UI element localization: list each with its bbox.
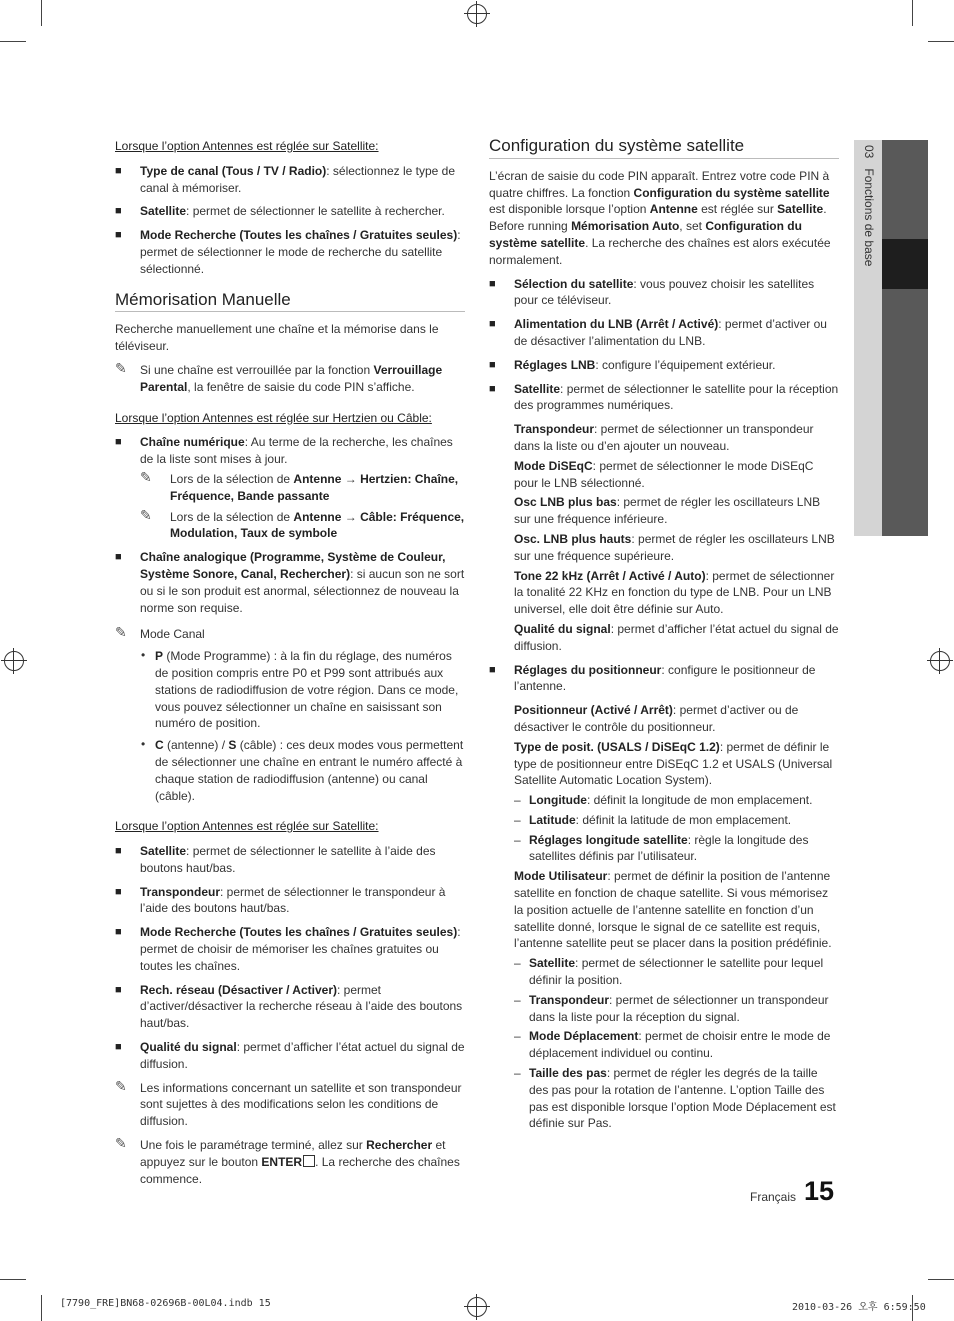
chapter-tab-marker — [882, 239, 928, 289]
crop-mark — [41, 1295, 42, 1321]
list-item: ■ Chaîne analogique (Programme, Système de Couleur, Système Sonore, Canal, Rechercher): si aucun son ne sort ou si le son produit est anormal, sélectionnez de nouveau la norme son requise. — [115, 549, 465, 616]
registration-mark-icon — [467, 4, 487, 24]
right-column — [489, 138, 839, 1135]
dash-item: – Réglages longitude satellite: règle la longitude des satellites définis par l’utilisateur. — [514, 832, 839, 866]
condition-heading: Lorsque l’option Antennes est réglée sur Satellite: — [115, 819, 379, 834]
dash-item: – Mode Déplacement: permet de choisir entre le mode de déplacement individuel ou continu. — [514, 1028, 839, 1062]
registration-mark-icon — [4, 651, 24, 671]
paragraph: Recherche manuellement une chaîne et la mémorise dans le téléviseur. — [115, 322, 439, 354]
list-item: ■ Mode Recherche (Toutes les chaînes / Gratuites seules): permet de sélectionner le mode de recherche du satellite sélectionné. — [115, 227, 465, 277]
list-item: ■ Alimentation du LNB (Arrêt / Activé): permet d’activer ou de désactiver l’alimentation du LNB. — [489, 316, 839, 350]
note: ✎ Mode Canal — [115, 624, 205, 642]
pencil-icon: ✎ — [115, 1135, 127, 1152]
list-item: ■ Satellite: permet de sélectionner le satellite pour la réception des programmes numériques. — [489, 381, 839, 415]
enter-key-icon — [303, 1155, 315, 1167]
bullet-item: • C (antenne) / S (câble) : ces deux modes vous permettent de sélectionner une chaîne en entrant le numéro affecté à chaque station de radiodiffusion (antenne) ou canal (câble). — [140, 737, 465, 804]
registration-mark-icon — [930, 651, 950, 671]
page-number: 15 — [804, 1176, 835, 1206]
crop-mark — [928, 1279, 954, 1280]
list-item: ■ Transpondeur: permet de sélectionner le transpondeur à l’aide des boutons haut/bas. — [115, 884, 465, 918]
list-item: ■ Chaîne numérique: Au terme de la recherche, les chaînes de la liste sont mises à jour. ✎ Lors de la sélection de Antenne → Hertzien: Chaîne, Fréquence, Bande passante ✎ Lors de la sélection de Antenne → Câble: Fréquence, Modulation, Taux de symbole — [115, 434, 465, 542]
sub-note: ✎ Lors de la sélection de Antenne → Câble: Fréquence, Modulation, Taux de symbole — [140, 506, 465, 541]
crop-mark — [0, 41, 26, 42]
pencil-icon: ✎ — [115, 624, 127, 641]
dash-item: – Satellite: permet de sélectionner le satellite pour lequel définir la position. — [514, 955, 839, 989]
list-item: ■ Satellite: permet de sélectionner le satellite à l’aide des boutons haut/bas. — [115, 843, 465, 877]
list-item: ■ Réglages LNB: configure l’équipement extérieur. — [489, 357, 839, 374]
list-item: ■ Mode Recherche (Toutes les chaînes / Gratuites seules): permet de choisir de mémoriser les chaînes gratuites ou toutes les chaînes. — [115, 924, 465, 974]
pencil-icon: ✎ — [140, 506, 152, 523]
sub-item: Positionneur (Activé / Arrêt): permet d’activer ou de désactiver le contrôle du positionneur. — [514, 703, 799, 734]
sub-item: Mode Utilisateur: permet de définir la position de l’antenne satellite en fonction de chaque satellite. Si vous mémorisez la position actuelle de l’antenne satellite en fonction d’un satellite donné, lorsque le signal de ce satellite est requis, l’antenne satellite peut se placer dans la position prédéfinie. — [514, 869, 832, 951]
registration-mark-icon — [467, 1297, 487, 1317]
section-title: Configuration du système satellite — [489, 138, 839, 159]
list-item: ■ Rech. réseau (Désactiver / Activer): permet d’activer/désactiver la recherche réseau à l’aide des boutons haut/bas. — [115, 982, 465, 1032]
crop-mark — [0, 1279, 26, 1280]
section-title: Mémorisation Manuelle — [115, 292, 465, 313]
dash-item: – Taille des pas: permet de régler les degrés de la taille des pas pour la rotation de l’antenne. L’option Taille des pas est disponible lorsque l’option Mode Déplacement est définie sur Pas. — [514, 1065, 839, 1132]
pencil-icon: ✎ — [115, 359, 127, 376]
condition-heading: Lorsque l’option Antennes est réglée sur Satellite: — [115, 139, 379, 153]
dash-item: – Longitude: définit la longitude de mon emplacement. — [514, 792, 839, 809]
bullet-item: • P (Mode Programme) : à la fin du réglage, des numéros de position compris entre P0 et P99 sont attribués aux stations de radiodiffusion de votre région. Dans ce mode, vous pouvez sélectionner un chaîne en saisissant son numéro de position. — [140, 648, 465, 732]
pencil-icon: ✎ — [140, 468, 152, 485]
list-item: ■ Type de canal (Tous / TV / Radio): sélectionnez le type de canal à mémoriser. — [115, 163, 465, 197]
paragraph: L’écran de saisie du code PIN apparaît. Entrez votre code PIN à quatre chiffres. La fonction Configuration du système satellite est disponible lorsque l’option Antenne est réglée sur Satellite. Before running Mémorisation Auto, set Configuration du système satellite. La recherche des chaînes est alors exécutée normalement. — [489, 168, 831, 267]
dash-item: – Transpondeur: permet de sélectionner un transpondeur dans la liste pour la réception du signal. — [514, 992, 839, 1026]
crop-mark — [41, 0, 42, 26]
dash-item: – Latitude: définit la latitude de mon emplacement. — [514, 812, 839, 829]
left-column — [115, 138, 465, 1194]
sub-item: Mode DiSEqC: permet de sélectionner le mode DiSEqC pour le LNB sélectionné. — [514, 458, 814, 490]
pencil-icon: ✎ — [115, 1077, 127, 1094]
note: ✎ Les informations concernant un satellite et son transpondeur sont sujettes à des modifications selon les conditions de diffusion. — [115, 1077, 462, 1129]
note: ✎ Une fois le paramétrage terminé, allez sur Rechercher et appuyez sur le bouton ENTER . La recherche des chaînes commence. — [115, 1135, 460, 1186]
list-item: ■ Satellite: permet de sélectionner le satellite à rechercher. — [115, 203, 465, 220]
sub-item: Osc. LNB plus hauts: permet de régler les oscillateurs LNB sur une fréquence supérieure. — [514, 531, 835, 563]
list-item: ■ Qualité du signal: permet d’afficher l’état actuel du signal de diffusion. — [115, 1039, 465, 1073]
chapter-tab-dark — [882, 140, 928, 536]
chapter-tab-label: 03 Fonctions de base — [862, 145, 876, 267]
sub-item: Tone 22 kHz (Arrêt / Activé / Auto): permet de sélectionner la tonalité 22 KHz en fonction du type de LNB. Pour un LNB universel, elle doit être définie sur Auto. — [514, 568, 835, 617]
note: ✎ Si une chaîne est verrouillée par la fonction Verrouillage Parental, la fenêtre de saisie du code PIN s’affiche. — [115, 359, 443, 394]
sub-item: Osc LNB plus bas: permet de régler les oscillateurs LNB sur une fréquence inférieure. — [514, 495, 821, 527]
crop-mark — [912, 0, 913, 26]
crop-mark — [928, 41, 954, 42]
sub-item: Transpondeur: permet de sélectionner un transpondeur dans la liste ou d’en ajouter un nouveau. — [514, 422, 814, 453]
sub-item: Qualité du signal: permet d’afficher l’état actuel du signal de diffusion. — [514, 621, 839, 653]
print-file-info: [7790_FRE]BN68-02696B-00L04.indb 15 — [60, 1298, 271, 1309]
sub-note: ✎ Lors de la sélection de Antenne → Hertzien: Chaîne, Fréquence, Bande passante — [140, 468, 459, 503]
sub-item: Type de posit. (USALS / DiSEqC 1.2): permet de définir le type de positionneur entre DiSEqC 1.2 et USALS (Universal Satellite Automatic Location System). — [514, 739, 833, 788]
condition-heading: Lorsque l’option Antennes est réglée sur Hertzien ou Câble: — [115, 410, 432, 425]
footer-language: Français — [750, 1190, 797, 1204]
list-item: ■ Sélection du satellite: vous pouvez choisir les satellites pour ce téléviseur. — [489, 276, 839, 310]
print-date-info: 2010-03-26 오후 6:59:50 — [792, 1302, 926, 1313]
list-item: ■ Réglages du positionneur: configure le positionneur de l’antenne. — [489, 662, 839, 696]
